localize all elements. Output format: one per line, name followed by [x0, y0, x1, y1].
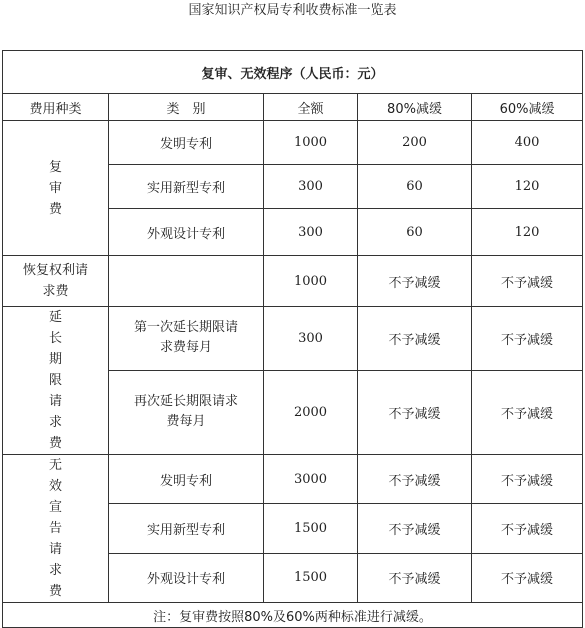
r60-cell: 不予减缓 [472, 504, 583, 553]
type-cell: 实用新型专利 [109, 165, 264, 209]
r80-cell: 60 [358, 165, 472, 209]
full-cell: 3000 [264, 455, 358, 504]
r80-cell: 60 [358, 209, 472, 256]
header-60: 60%减缓 [472, 94, 583, 121]
r60-cell: 400 [472, 121, 583, 165]
type-cell: 第一次延长期限请求费每月 [109, 307, 264, 371]
type-cell: 发明专利 [109, 455, 264, 504]
full-cell: 300 [264, 307, 358, 371]
category-cell: 恢复权利请求费 [3, 256, 109, 307]
category-cell: 延长期限请求费 [3, 307, 109, 455]
table-title: 复审、无效程序（人民币：元） [3, 51, 583, 94]
r60-cell: 不予减缓 [472, 256, 583, 307]
category-cell: 复审费 [3, 121, 109, 256]
header-full: 全额 [264, 94, 358, 121]
r80-cell: 不予减缓 [358, 504, 472, 553]
type-cell: 发明专利 [109, 121, 264, 165]
r60-cell: 120 [472, 165, 583, 209]
header-fee-category: 费用种类 [3, 94, 109, 121]
type-cell [109, 256, 264, 307]
full-cell: 1500 [264, 553, 358, 602]
r60-cell: 120 [472, 209, 583, 256]
full-cell: 1000 [264, 121, 358, 165]
table-row [3, 307, 583, 371]
header-row [3, 94, 583, 121]
table-row [3, 455, 583, 504]
full-cell: 1000 [264, 256, 358, 307]
r60-cell: 不予减缓 [472, 307, 583, 371]
r80-cell: 不予减缓 [358, 256, 472, 307]
category-cell: 无效宣告请求费 [3, 455, 109, 603]
r80-cell: 不予减缓 [358, 553, 472, 602]
r80-cell: 不予减缓 [358, 307, 472, 371]
table-note: 注：复审费按照80%及60%两种标准进行减缓。 [3, 603, 583, 628]
type-cell: 再次延长期限请求费每月 [109, 370, 264, 454]
type-cell: 实用新型专利 [109, 504, 264, 553]
r80-cell: 不予减缓 [358, 370, 472, 454]
full-cell: 300 [264, 165, 358, 209]
r60-cell: 不予减缓 [472, 553, 583, 602]
full-cell: 300 [264, 209, 358, 256]
table-row [3, 256, 583, 307]
full-cell: 2000 [264, 370, 358, 454]
header-80: 80%减缓 [358, 94, 472, 121]
r60-cell: 不予减缓 [472, 370, 583, 454]
r80-cell: 200 [358, 121, 472, 165]
r60-cell: 不予减缓 [472, 455, 583, 504]
fee-table [2, 50, 583, 628]
page-title: 国家知识产权局专利收费标准一览表 [188, 3, 397, 18]
full-cell: 1500 [264, 504, 358, 553]
type-cell: 外观设计专利 [109, 209, 264, 256]
header-type: 类 别 [109, 94, 264, 121]
table-row [3, 121, 583, 165]
type-cell: 外观设计专利 [109, 553, 264, 602]
r80-cell: 不予减缓 [358, 455, 472, 504]
